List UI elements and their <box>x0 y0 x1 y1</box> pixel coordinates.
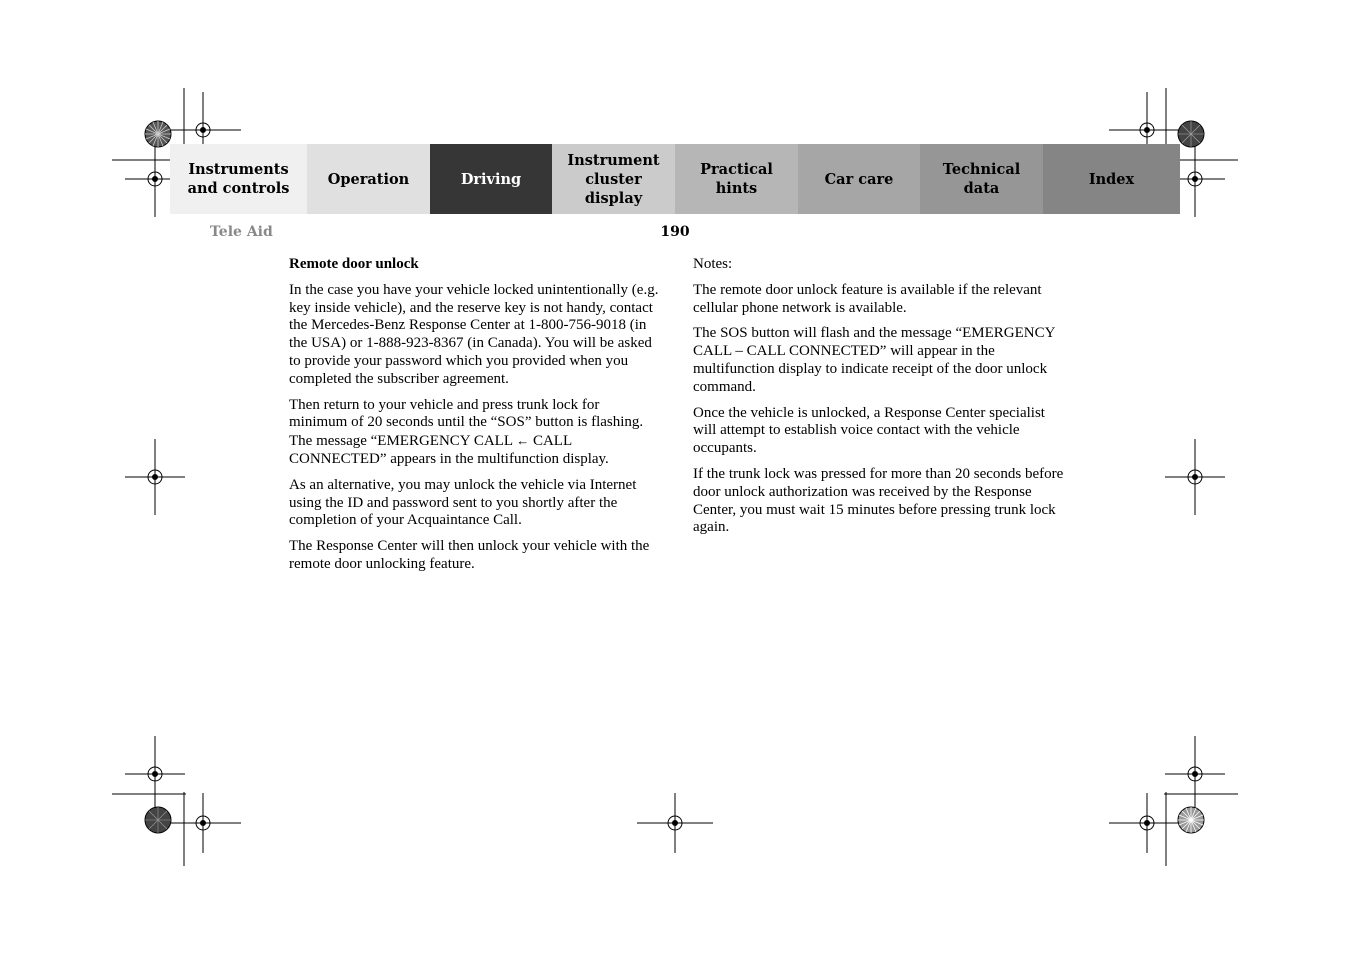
paragraph: Once the vehicle is unlocked, a Response Center specialist will attempt to establish voice contact with the vehicle occupants. <box>693 404 1045 457</box>
crosshair-mark <box>165 793 241 853</box>
tab-technical-data[interactable] <box>920 144 1043 214</box>
arrow-left-icon: ← <box>516 433 530 449</box>
tab-label-line2: data <box>963 180 1000 197</box>
tab-car-care[interactable] <box>798 144 920 214</box>
tab-instruments-and-controls[interactable] <box>170 144 307 214</box>
paragraph: The Response Center will then unlock your vehicle with the remote door unlocking feature. <box>289 538 650 572</box>
tab-index[interactable] <box>1043 144 1180 214</box>
section-heading: Remote door unlock <box>289 256 419 272</box>
paragraph: The SOS button will flash and the message “EMERGENCY CALL – CALL CONNECTED” will appear in the multifunction display to indicate receipt of the door unlock command. <box>693 325 1055 395</box>
paragraph <box>289 397 661 469</box>
paragraph: In the case you have your vehicle locked unintentionally (e.g. key inside vehicle), and the reserve key is not handy, contact the Mercedes-Benz Response Center at 1-800-756-9018 (in the USA) or 1-888-923-8367 (in Canada). You will be asked to provide your password which you provided when you completed the subscriber agreement. <box>289 281 659 387</box>
right-column <box>693 256 1065 545</box>
tab-label-line1: Instrument <box>567 151 660 169</box>
tab-label-line2: cluster display <box>584 170 643 207</box>
tab-label-line1: Index <box>1088 170 1135 188</box>
star-target <box>1178 121 1204 147</box>
paragraph: As an alternative, you may unlock the vehicle via Internet using the ID and password sent to you shortly after the completion of your Acquaintance Call. <box>289 476 637 529</box>
tab-driving[interactable] <box>430 144 552 214</box>
tab-label-line1: Practical hints <box>700 161 773 197</box>
crosshair-mark <box>1109 793 1185 853</box>
page-number: 190 <box>660 224 690 240</box>
crosshair-mark <box>637 793 713 853</box>
crosshair-mark <box>125 736 185 812</box>
tab-label-line1: Technical <box>942 161 1021 178</box>
tab-label-line2: and controls <box>187 180 290 197</box>
tab-operation[interactable] <box>307 144 430 214</box>
star-target <box>145 807 171 833</box>
paragraph: The remote door unlock feature is available if the relevant cellular phone network is available. <box>693 281 1042 316</box>
crosshair-mark <box>1165 736 1225 812</box>
left-column <box>289 256 661 582</box>
tab-practical-hints[interactable] <box>675 144 798 214</box>
section-title: Tele Aid <box>210 224 273 240</box>
tab-label-line1: Car care <box>824 170 894 188</box>
tab-label-line1: Driving <box>460 170 522 188</box>
star-target <box>145 121 171 147</box>
tab-instrument-cluster-display[interactable] <box>552 144 675 214</box>
tab-label-line1: Operation <box>327 170 410 188</box>
paragraph-text: Then return to your vehicle and press trunk lock for minimum of 20 seconds until the “SOS” button is flashing. The message “EMERGENCY CALL <box>289 396 644 450</box>
star-target <box>1178 807 1204 833</box>
tab-label-line1: Instruments <box>188 161 289 178</box>
paragraph: If the trunk lock was pressed for more than 20 seconds before door unlock authorization was received by the Response Center, you must wait 15 minutes before pressing trunk lock again. <box>693 465 1064 536</box>
crosshair-mark <box>125 439 185 515</box>
chapter-tab-bar <box>170 144 1180 214</box>
crosshair-mark <box>1165 439 1225 515</box>
paragraph-text: CALL CONNECTED” appears in the multifunction display. <box>289 433 609 467</box>
notes-label: Notes: <box>693 256 733 272</box>
